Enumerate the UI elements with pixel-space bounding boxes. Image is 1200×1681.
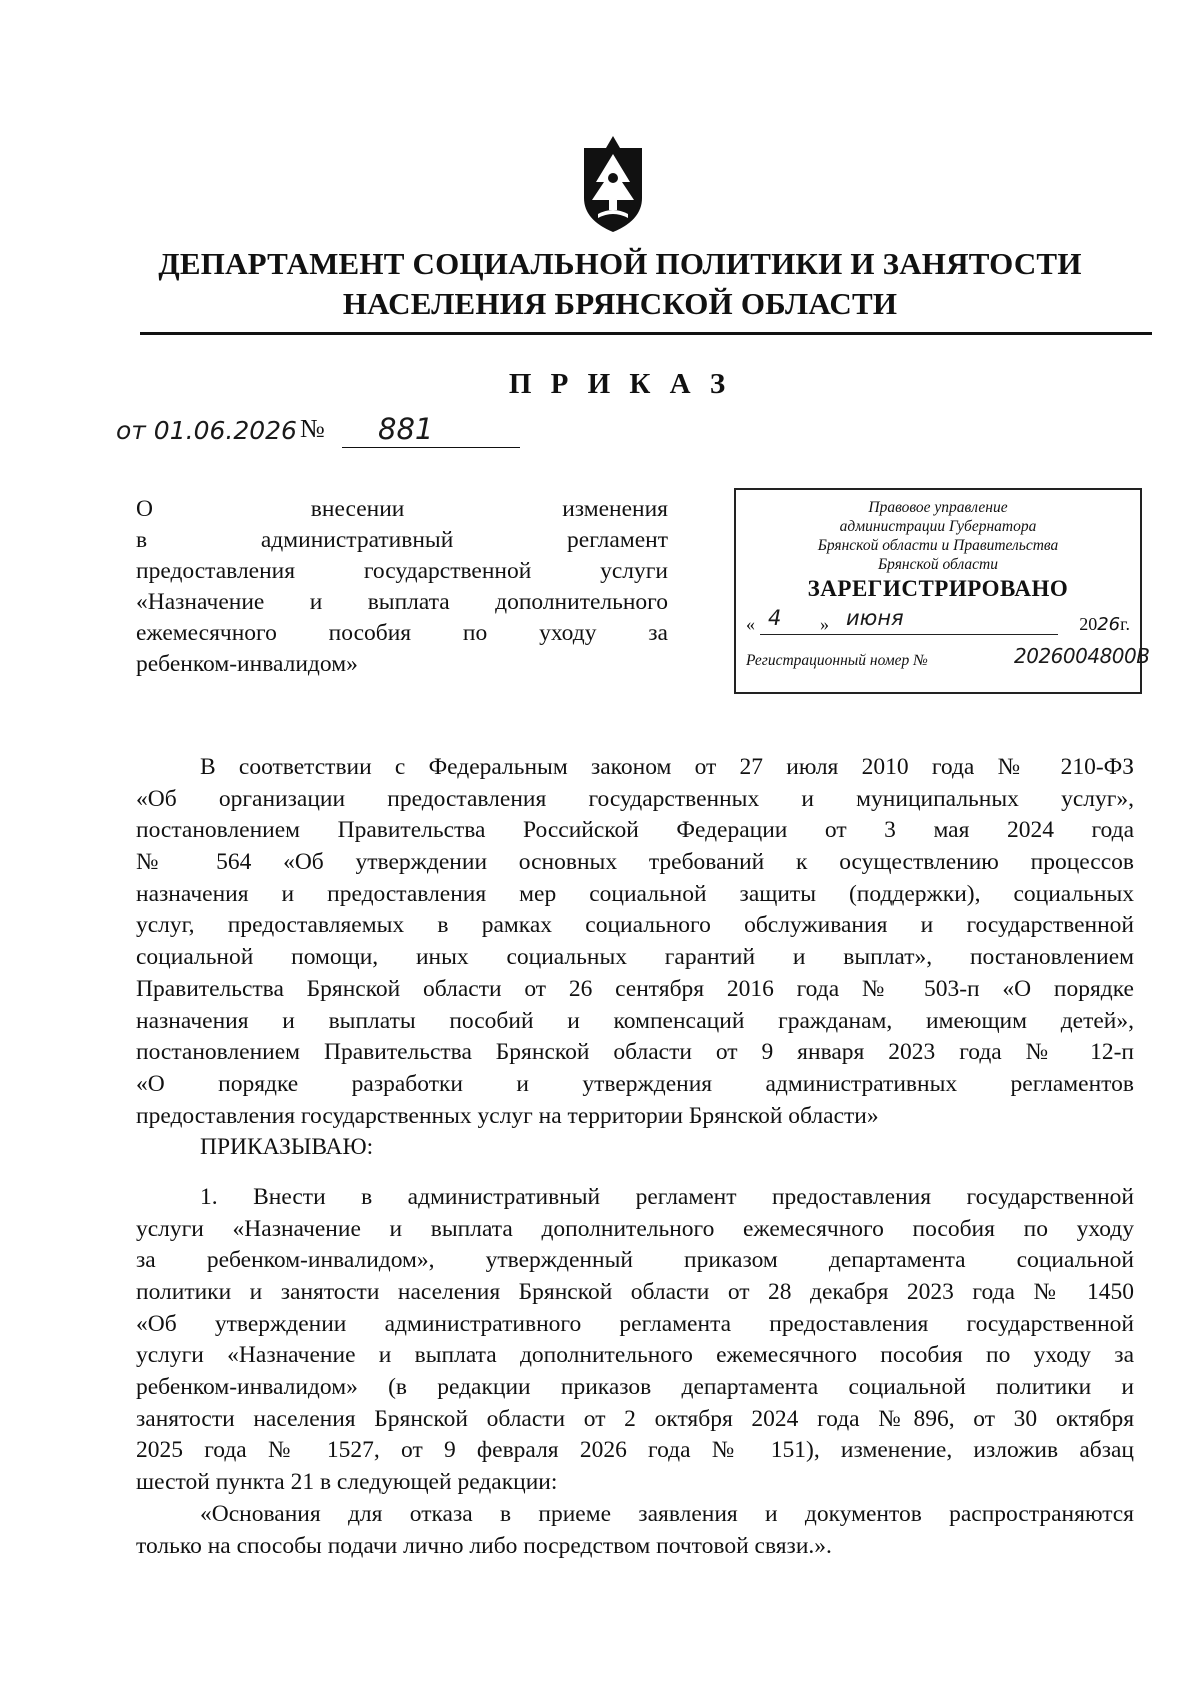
body-line: назначения и выплаты пособий и компенсаций гражданам, имеющим детей», [136, 1007, 1134, 1034]
body-line: политики и занятости населения Брянской области от 28 декабря 2023 года № 1450 [136, 1279, 1134, 1305]
stamp-day: 4 [768, 606, 782, 630]
body-line: В соответствии с Федеральным законом от 27 июля 2010 года № 210-ФЗ [200, 754, 1134, 780]
body-line: услуг, предоставляемых в рамках социального обслуживания и государственной [136, 912, 1134, 939]
body-line: «Об утверждении административного регламента предоставления государственной [136, 1310, 1134, 1337]
stamp-line-1: Правовое управление [868, 499, 1008, 516]
order-date: от 01.06.2026 [116, 416, 297, 445]
body-line: постановлением Правительства Российской Федерации от 3 мая 2024 года [136, 817, 1134, 844]
subject-line: ребенком-инвалидом» [136, 651, 358, 677]
body-line: 1. Внести в административный регламент предоставления государственной [200, 1183, 1134, 1210]
paragraph-gap [136, 1164, 1134, 1182]
stamp-year-unit: г. [1120, 614, 1130, 634]
order-word: ПРИКАЗЫВАЮ: [200, 1134, 374, 1161]
stamp-reg-number-row [744, 644, 1150, 674]
body-line: «Об организации предоставления государственных и муниципальных услуг», [136, 785, 1134, 812]
body-line: 2025 года № 1527, от 9 февраля 2026 года № 151), изменение, изложив абзац [136, 1437, 1134, 1464]
stamp-quote-close: » [820, 614, 829, 634]
body-line: услуги «Назначение и выплата дополнительного ежемесячного пособия по уходу [136, 1215, 1134, 1242]
department-title-line-2: НАСЕЛЕНИЯ БРЯНСКОЙ ОБЛАСТИ [342, 286, 898, 321]
subject-line: в административный регламент [136, 527, 668, 553]
stamp-reg-number: 2026004800В [1014, 644, 1150, 668]
subject-line: ежемесячного пособия по уходу за [136, 620, 668, 646]
stamp-month: июня [846, 606, 904, 630]
order-subject [136, 494, 668, 680]
body-line: шестой пункта 21 в следующей редакции: [136, 1469, 558, 1496]
body-line: социальной помощи, иных социальных гарантий и выплат», постановлением [136, 944, 1134, 971]
body-line: «Основания для отказа в приеме заявления и документов распространяются [200, 1500, 1134, 1527]
order-meta [116, 414, 536, 454]
order-number: 881 [378, 412, 434, 446]
stamp-reg-label: Регистрационный номер № [746, 652, 928, 669]
body-line: Правительства Брянской области от 26 сентября 2016 года № 503-п «О порядке [136, 975, 1134, 1002]
body-line: постановлением Правительства Брянской области от 9 января 2023 года № 12-п [136, 1039, 1134, 1066]
stamp-year [1079, 614, 1130, 635]
body-line: предоставления государственных услуг на территории Брянской области» [136, 1102, 879, 1129]
body-line: только на способы подачи лично либо посредством почтовой связи.». [136, 1532, 832, 1559]
body-line: услуги «Назначение и выплата дополнительного ежемесячного пособия по уходу за [136, 1342, 1134, 1369]
subject-line: предоставления государственной услуги [136, 558, 668, 584]
department-title [120, 244, 1120, 324]
order-body [136, 752, 1134, 1562]
body-line: № 564 «Об утверждении основных требований к осуществлению процессов [136, 849, 1134, 876]
stamp-year-suffix: 26 [1097, 614, 1121, 635]
stamp-year-prefix: 20 [1079, 614, 1098, 634]
body-line: «О порядке разработки и утверждения административных регламентов [136, 1070, 1134, 1097]
stamp-line-4: Брянской области [878, 556, 998, 573]
body-line: назначения и предоставления мер социальной защиты (поддержки), социальных [136, 880, 1134, 907]
body-line: за ребенком-инвалидом», утвержденный приказом департамента социальной [136, 1247, 1134, 1274]
order-number-underline [342, 447, 520, 448]
registration-stamp [734, 488, 1150, 694]
header-divider [140, 332, 1152, 335]
stamp-quote-open: « [746, 614, 755, 634]
body-line: занятости населения Брянской области от 2 октября 2024 года №896, от 30 октября [136, 1405, 1134, 1432]
order-title: П Р И К А З [508, 368, 732, 400]
subject-line: О внесении изменения [136, 496, 668, 522]
subject-line: «Назначение и выплата дополнительного [136, 589, 668, 615]
stamp-line-3: Брянской области и Правительства [817, 537, 1059, 554]
department-title-line-1: ДЕПАРТАМЕНТ СОЦИАЛЬНОЙ ПОЛИТИКИ И ЗАНЯТОСТИ [158, 246, 1082, 281]
stamp-registered: ЗАРЕГИСТРИРОВАНО [807, 576, 1069, 601]
stamp-date [746, 606, 1130, 640]
order-number-label: № [300, 414, 325, 443]
body-line: ребенком-инвалидом» (в редакции приказов департамента социальной политики и [136, 1374, 1134, 1401]
stamp-line-2: администрации Губернатора [839, 518, 1037, 535]
stamp-date-underline [760, 634, 1058, 635]
coat-of-arms-icon [578, 128, 648, 238]
